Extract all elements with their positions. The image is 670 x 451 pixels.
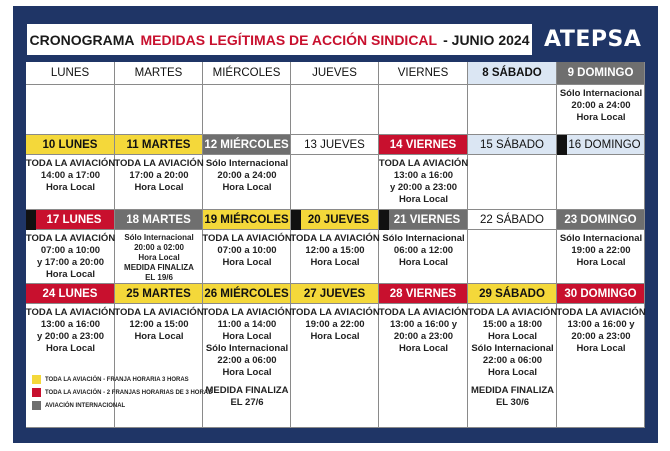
day-header: VIERNES (379, 62, 468, 85)
schedule-line: 22:00 a 06:00 (482, 355, 543, 366)
schedule-line: 15:00 a 18:00 (482, 319, 543, 330)
schedule-line: Sólo Internacional (124, 233, 194, 242)
schedule-line: Hora Local (45, 269, 96, 280)
schedule-line: Sólo Internacional (471, 343, 554, 354)
schedule-line: TODA LA AVIACIÓN (290, 307, 380, 318)
day-cell (291, 85, 379, 135)
day-header: 10 LUNES (26, 135, 115, 155)
schedule-line: TODA LA AVIACIÓN (25, 233, 116, 244)
day-schedule (379, 230, 468, 284)
schedule-line: TODA LA AVIACIÓN (378, 158, 469, 169)
schedule-line: Hora Local (134, 331, 184, 342)
schedule-line: 19:00 a 22:00 (571, 245, 631, 256)
schedule-line: 20:00 a 24:00 (571, 100, 631, 111)
day-marker (379, 210, 389, 230)
day-header: 28 VIERNES (379, 284, 468, 304)
schedule-line: TODA LA AVIACIÓN (290, 233, 380, 244)
day-header: 21 VIERNES (379, 210, 468, 230)
schedule-line: Hora Local (576, 112, 626, 123)
day-cell (26, 85, 115, 135)
schedule-line: Hora Local (45, 343, 96, 354)
schedule-line: TODA LA AVIACIÓN (114, 307, 204, 318)
day-header: 29 SÁBADO (468, 284, 557, 304)
schedule-line: 12:00 a 15:00 (129, 319, 189, 330)
schedule-line: 06:00 a 12:00 (393, 245, 454, 256)
schedule-line: Hora Local (222, 367, 272, 378)
schedule-line: 07:00 a 10:00 (217, 245, 277, 256)
schedule-line: TODA LA AVIACIÓN (25, 307, 116, 318)
day-cell (115, 85, 203, 135)
legend-label: TODA LA AVIACIÓN - FRANJA HORARIA 3 HORAS (45, 376, 189, 383)
legend-swatch (32, 401, 41, 410)
title-prefix: CRONOGRAMA (29, 31, 135, 48)
legend-item (32, 399, 212, 412)
schedule-line: 13:00 a 16:00 (40, 319, 101, 330)
day-header: 22 SÁBADO (468, 210, 557, 230)
schedule-line: Sólo Internacional (559, 88, 643, 99)
schedule-line: Hora Local (487, 367, 538, 378)
schedule-line: 07:00 a 10:00 (40, 245, 101, 256)
day-header: 12 MIÉRCOLES (203, 135, 291, 155)
day-header: JUEVES (291, 62, 379, 85)
day-schedule (557, 304, 645, 428)
day-schedule (115, 155, 203, 210)
schedule-line: Hora Local (398, 257, 449, 268)
day-cell (468, 230, 557, 284)
schedule-line: TODA LA AVIACIÓN (114, 158, 204, 169)
legend-item (32, 373, 212, 386)
day-schedule (203, 230, 291, 284)
schedule-line: 13:00 a 16:00 y (567, 319, 635, 330)
day-header: 18 MARTES (115, 210, 203, 230)
day-cell (557, 155, 645, 210)
schedule-line: 11:00 a 14:00 (217, 319, 277, 330)
schedule-line: y 17:00 a 20:00 (36, 257, 105, 268)
schedule-line: 20:00 a 24:00 (217, 170, 277, 181)
day-schedule (203, 304, 291, 428)
day-schedule (115, 230, 203, 284)
schedule-line: Hora Local (398, 343, 449, 354)
schedule-line: Hora Local (487, 331, 538, 342)
day-header: 30 DOMINGO (557, 284, 645, 304)
schedule-line: MEDIDA FINALIZA (205, 385, 289, 396)
day-header: 9 DOMINGO (557, 62, 645, 85)
schedule-line: EL 19/6 (145, 273, 173, 282)
title-suffix: - JUNIO 2024 (443, 31, 530, 48)
schedule-line: 19:00 a 22:00 (305, 319, 365, 330)
legend-swatch (32, 375, 41, 384)
schedule-line: TODA LA AVIACIÓN (556, 307, 646, 318)
schedule-line: 14:00 a 17:00 (40, 170, 101, 181)
day-marker (291, 210, 301, 230)
day-header: 23 DOMINGO (557, 210, 645, 230)
day-header: 15 SÁBADO (468, 135, 557, 155)
day-header: MIÉRCOLES (203, 62, 291, 85)
day-cell (203, 85, 291, 135)
day-schedule (557, 85, 645, 135)
schedule-line: Sólo Internacional (559, 233, 643, 244)
schedule-line: TODA LA AVIACIÓN (202, 307, 292, 318)
schedule-line: 20:00 a 23:00 (393, 331, 454, 342)
schedule-line: 13:00 a 16:00 (393, 170, 454, 181)
day-header: 27 JUEVES (291, 284, 379, 304)
day-header: 24 LUNES (26, 284, 115, 304)
schedule-line: TODA LA AVIACIÓN (25, 158, 116, 169)
day-schedule (379, 155, 468, 210)
schedule-line: Hora Local (576, 343, 626, 354)
schedule-line: 17:00 a 20:00 (129, 170, 189, 181)
day-header: 13 JUEVES (291, 135, 379, 155)
schedule-line: Hora Local (134, 182, 184, 193)
day-schedule (291, 304, 379, 428)
day-header: MARTES (115, 62, 203, 85)
day-schedule (468, 304, 557, 428)
schedule-line: EL 30/6 (495, 397, 530, 408)
schedule-line: TODA LA AVIACIÓN (467, 307, 558, 318)
legend-item (32, 386, 212, 399)
schedule-line: Hora Local (222, 182, 272, 193)
page-title (27, 24, 532, 55)
schedule-line: Sólo Internacional (382, 233, 465, 244)
legend-label: AVIACIÓN INTERNACIONAL (45, 402, 126, 409)
legend-label: TODA LA AVIACIÓN - 2 FRANJAS HORARIAS DE 3 HORAS (45, 389, 213, 396)
atepsa-logo: ATEPSA (544, 27, 642, 52)
day-header: 19 MIÉRCOLES (203, 210, 291, 230)
day-cell (468, 155, 557, 210)
schedule-line: Hora Local (310, 331, 360, 342)
schedule-line: TODA LA AVIACIÓN (202, 233, 292, 244)
schedule-line: TODA LA AVIACIÓN (378, 307, 469, 318)
schedule-line: 12:00 a 15:00 (305, 245, 365, 256)
schedule-line: MEDIDA FINALIZA (470, 385, 555, 396)
schedule-line: Hora Local (222, 257, 272, 268)
day-header: 17 LUNES (26, 210, 115, 230)
schedule-line: 22:00 a 06:00 (217, 355, 277, 366)
title-highlight: MEDIDAS LEGÍTIMAS DE ACCIÓN SINDICAL (140, 31, 438, 48)
day-header: 8 SÁBADO (468, 62, 557, 85)
day-schedule (291, 230, 379, 284)
schedule-line: Hora Local (138, 253, 180, 262)
schedule-line: y 20:00 a 23:00 (36, 331, 105, 342)
day-marker (26, 210, 36, 230)
schedule-line: EL 27/6 (230, 397, 264, 408)
day-cell (468, 85, 557, 135)
schedule-line: Hora Local (45, 182, 96, 193)
schedule-line: Hora Local (222, 331, 272, 342)
day-header: LUNES (26, 62, 115, 85)
schedule-line: Hora Local (398, 194, 449, 205)
day-schedule (203, 155, 291, 210)
day-schedule (26, 230, 115, 284)
day-header: 25 MARTES (115, 284, 203, 304)
day-cell (379, 85, 468, 135)
schedule-line: 13:00 a 16:00 y (389, 319, 458, 330)
schedule-line: Hora Local (576, 257, 626, 268)
day-header: 26 MIÉRCOLES (203, 284, 291, 304)
schedule-line: Sólo Internacional (205, 158, 289, 169)
day-header: 11 MARTES (115, 135, 203, 155)
schedule-line: 20:00 a 23:00 (571, 331, 631, 342)
legend-swatch (32, 388, 41, 397)
day-marker (557, 135, 567, 155)
day-header: 20 JUEVES (291, 210, 379, 230)
day-cell (291, 155, 379, 210)
schedule-line: 20:00 a 02:00 (134, 243, 184, 252)
day-schedule (557, 230, 645, 284)
schedule-line: Sólo Internacional (205, 343, 289, 354)
day-header: 16 DOMINGO (557, 135, 645, 155)
schedule-line: Hora Local (310, 257, 360, 268)
legend (32, 373, 212, 412)
day-header: 14 VIERNES (379, 135, 468, 155)
schedule-line: MEDIDA FINALIZA (124, 263, 194, 272)
schedule-line: y 20:00 a 23:00 (389, 182, 458, 193)
day-schedule (26, 155, 115, 210)
day-schedule (379, 304, 468, 428)
